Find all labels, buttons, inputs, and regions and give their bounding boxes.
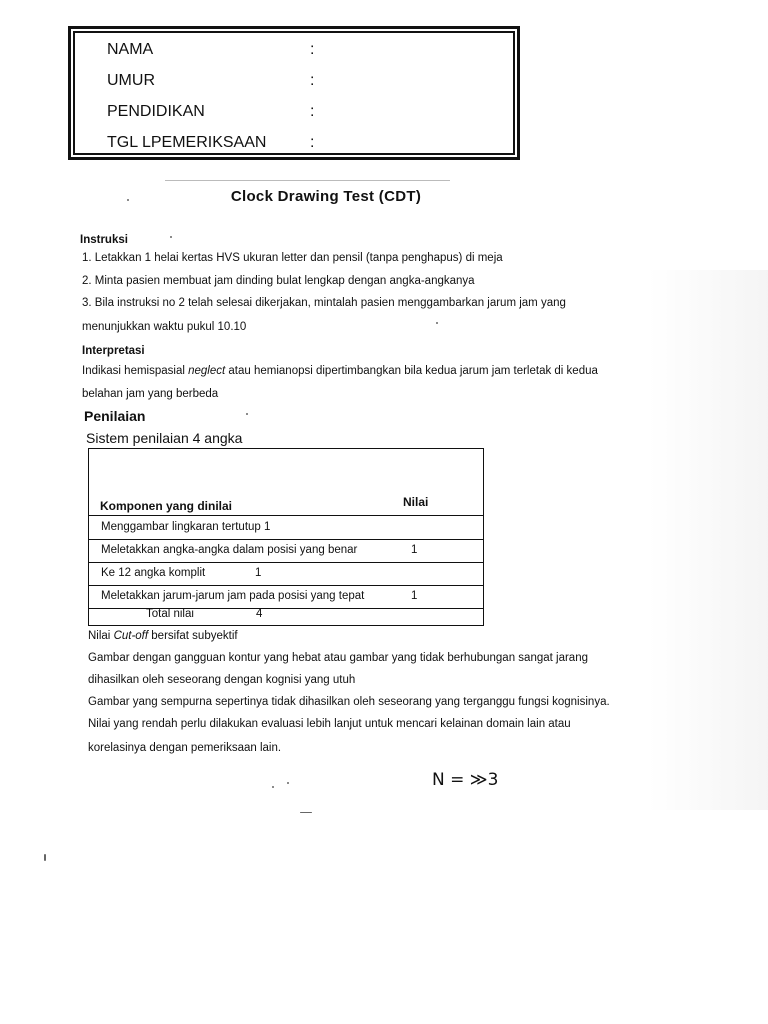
scan-speck: [300, 812, 312, 813]
row-value: 1: [411, 590, 418, 602]
note-line: Gambar yang sempurna sepertinya tidak dihasilkan oleh seseorang yang terganggu fungsi kognisinya.: [88, 696, 610, 708]
instruksi-item: 1. Letakkan 1 helai kertas HVS ukuran letter dan pensil (tanpa penghapus) di meja: [82, 252, 503, 264]
total-value: 4: [256, 608, 263, 620]
identity-colon: :: [310, 72, 315, 89]
row-value: 1: [411, 544, 418, 556]
identity-colon: :: [310, 103, 315, 120]
instruksi-heading: Instruksi: [80, 234, 128, 246]
scan-speck: [436, 322, 438, 324]
note-line: dihasilkan oleh seseorang dengan kognisi yang utuh: [88, 674, 356, 686]
note-line: korelasinya dengan pemeriksaan lain.: [88, 742, 282, 754]
identity-label: PENDIDIKAN: [107, 103, 205, 120]
table-row: [89, 562, 483, 586]
penilaian-heading: Penilaian: [84, 408, 146, 424]
row-label: Meletakkan angka-angka dalam posisi yang benar: [101, 544, 358, 556]
cutoff-text: bersifat subyektif: [148, 630, 238, 642]
scan-shading: [648, 270, 768, 810]
column-header-component: Komponen yang dinilai: [100, 499, 233, 513]
scan-speck: [246, 413, 248, 415]
identity-box: [68, 26, 520, 160]
row-label: Menggambar lingkaran tertutup 1: [101, 521, 271, 533]
scan-speck: [287, 782, 289, 784]
interpretasi-emphasis: neglect: [188, 365, 226, 377]
identity-box-inner: [73, 31, 515, 155]
identity-row-nama: [107, 41, 315, 59]
scan-speck: [127, 199, 129, 201]
interpretasi-text: atau hemianopsi dipertimbangkan bila kedua jarum jam terletak di kedua: [225, 365, 598, 377]
instruksi-item: 3. Bila instruksi no 2 telah selesai dikerjakan, mintalah pasien menggambarkan jarum jam yang: [82, 297, 566, 309]
identity-label: UMUR: [107, 72, 155, 89]
row-value: 1: [255, 567, 262, 579]
cutoff-emphasis: Cut-off: [113, 630, 149, 642]
note-line: Gambar dengan gangguan kontur yang hebat atau gambar yang tidak berhubungan sangat jarang: [88, 652, 588, 664]
row-label: Ke 12 angka komplit: [101, 567, 206, 579]
table-row-total: [89, 603, 483, 626]
score-table: [88, 448, 484, 626]
interpretasi-line: belahan jam yang berbeda: [82, 388, 219, 400]
table-row: [89, 539, 483, 563]
column-header-value: Nilai: [403, 495, 429, 509]
handwritten-annotation: N = ≫3: [432, 770, 499, 790]
identity-row-pendidikan: [107, 103, 315, 121]
instruksi-item: 2. Minta pasien membuat jam dinding bulat lengkap dengan angka-angkanya: [82, 275, 475, 287]
identity-label: NAMA: [107, 41, 154, 58]
note-line: Nilai yang rendah perlu dilakukan evaluasi lebih lanjut untuk mencari kelainan domain lain atau: [88, 718, 571, 730]
divider-line: [165, 180, 450, 181]
identity-colon: :: [310, 134, 315, 151]
table-header: [89, 449, 483, 516]
identity-colon: :: [310, 41, 315, 58]
cutoff-note: [88, 630, 238, 642]
cutoff-text: Nilai: [88, 630, 114, 642]
interpretasi-line: [82, 365, 598, 377]
row-label: Meletakkan jarum-jarum jam pada posisi yang tepat: [101, 590, 365, 602]
identity-row-tgl-pemeriksaan: [107, 134, 315, 152]
page-title: Clock Drawing Test (CDT): [230, 188, 422, 205]
instruksi-item: menunjukkan waktu pukul 10.10: [82, 321, 247, 333]
identity-label: TGL LPEMERIKSAAN: [107, 134, 267, 151]
table-row: [89, 516, 483, 540]
total-label: Total nilai: [146, 608, 194, 620]
scan-speck: [272, 786, 274, 788]
penilaian-subheading: Sistem penilaian 4 angka: [86, 430, 243, 446]
scan-speck: [44, 854, 46, 861]
scan-speck: [170, 236, 172, 238]
identity-row-umur: [107, 72, 315, 90]
interpretasi-heading: Interpretasi: [82, 345, 145, 357]
interpretasi-text: Indikasi hemispasial: [82, 365, 189, 377]
